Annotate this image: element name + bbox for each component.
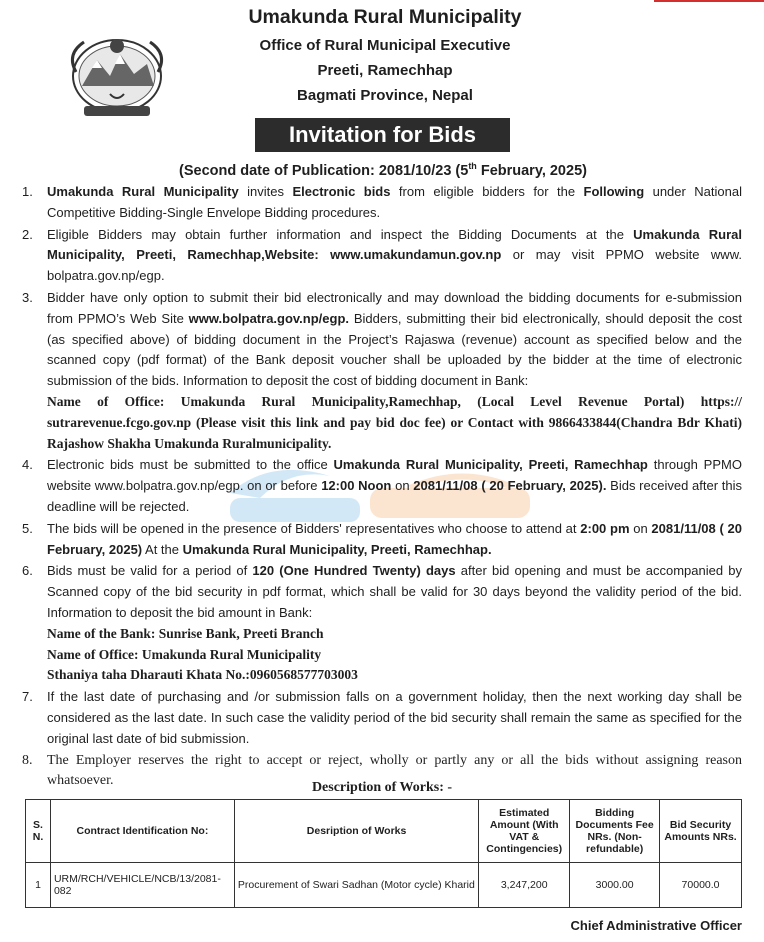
- corner-red-accent: [654, 0, 764, 2]
- table-cell: 3,247,200: [479, 863, 570, 908]
- list-item: 6. Bids must be valid for a period of 120 (One Hundred Twenty) days after bid opening and must be accompanied by Scanned copy of the bid security in pdf format, which shall be valid for 30 days beyond the validity period of the bid. Information to deposit the bid amount in Bank: Name of the Bank: Sunrise Bank, Preeti Branch Name of Office: Umakunda Rural Municipality Sthaniya taha Dharauti Khata No.:0960568577703003: [22, 561, 742, 686]
- publication-date: (Second date of Publication: 2081/10/23 (5th February, 2025): [179, 161, 587, 179]
- list-item: 1. Umakunda Rural Municipality invites Electronic bids from eligible bidders for the Following under National Competitive Bidding-Single Envelope Bidding procedures.: [22, 184, 742, 220]
- table-header-row: [26, 800, 742, 863]
- table-cell: URM/RCH/VEHICLE/NCB/13/2081-082: [50, 863, 234, 908]
- works-section-title: Description of Works: -: [311, 780, 453, 795]
- list-item: 5. The bids will be opened in the presence of Bidders' representatives who choose to attend at 2:00 pm on 2081/11/08 ( 20 February, 2025) At the Umakunda Rural Municipality, Preeti, Ramechhap.: [22, 520, 743, 557]
- list-item: 3. Bidder have only option to submit their bid electronically and may download the bidding documents for e-submission from PPMO’s Web Site www.bolpatra.gov.np/egp. Bidders, submitting their bid electronically, should deposit the cost (as specified above) of bidding document in the Project’s Rajaswa (revenue) account as specified below and the scanned copy (pdf format) of the Bank deposit voucher shall be uploaded by the bidder at the time of electronic submission of the bids. Information to deposit the cost of bidding document in Bank: Name of Office: Umakunda Rural Municipality,Ramechhap, (Local Level Revenue Portal) https:// sutrarevenue.fcgo.gov.np (Please visit this link and pay bid doc fee) or Contact with 9866433844(Chandra Bdr Khati) Rajashow Shakha Umakunda Ruralmunicipality.: [22, 288, 742, 454]
- list-item: 2. Eligible Bidders may obtain further information and inspect the Bidding Documents at the Umakunda Rural Municipality, Preeti, Ramechhap,Website: www.umakundamun.gov.np or may visit PPMO website www. bolpatra.gov.np/egp.: [22, 226, 742, 284]
- column-header: Desription of Works: [234, 800, 478, 863]
- office-account-name: Name of Office: Umakunda Rural Municipality: [47, 646, 322, 662]
- table-cell: Procurement of Swari Sadhan (Motor cycle) Kharid: [234, 863, 478, 908]
- list-item: 8. The Employer reserves the right to accept or reject, wholly or partly any or all the bids without assigning reason whatsoever.: [22, 752, 742, 789]
- table-cell: 3000.00: [570, 863, 660, 908]
- table-cell: 1: [26, 863, 51, 908]
- list-item: 7. If the last date of purchasing and /or submission falls on a government holiday, then the next working day shall be considered as the last date. In such case the validity period of the bid security shall remain the same as specified for the original last date of bid submission.: [22, 689, 742, 746]
- province-country: Bagmati Province, Nepal: [297, 87, 473, 104]
- bid-instructions-list: [22, 182, 742, 792]
- bank-name: Name of the Bank: Sunrise Bank, Preeti Branch: [47, 625, 324, 641]
- column-header: Bid Security Amounts NRs.: [660, 800, 742, 863]
- account-number: Sthaniya taha Dharauti Khata No.:0960568577703003: [47, 667, 358, 683]
- works-table: [25, 799, 742, 908]
- signatory-title: Chief Administrative Officer: [570, 918, 742, 933]
- notice-title-banner: Invitation for Bids: [255, 118, 510, 152]
- table-cell: 70000.0: [660, 863, 742, 908]
- nepal-government-emblem-icon: [62, 24, 172, 124]
- column-header: Bidding Documents Fee NRs. (Non-refundable): [570, 800, 660, 863]
- revenue-portal-info: Name of Office: Umakunda Rural Municipality,Ramechhap, (Local Level Revenue Portal) https:// sutrarevenue.fcgo.gov.np (Please visit this link and pay bid doc fee) or Contact with 9866433844(Chandra Bdr Khati) Rajashow Shakha Umakunda Ruralmunicipality.: [47, 393, 742, 451]
- municipality-title: Umakunda Rural Municipality: [248, 6, 522, 28]
- office-location: Preeti, Ramechhap: [317, 62, 453, 79]
- office-name: Office of Rural Municipal Executive: [259, 37, 511, 54]
- column-header: S. N.: [26, 800, 51, 863]
- list-item: 4. Electronic bids must be submitted to the office Umakunda Rural Municipality, Preeti, Ramechhap through PPMO website www.bolpatra.gov.np/egp. on or before 12:00 Noon on 2081/11/08 ( 20 February, 2025). Bids received after this deadline will be rejected.: [22, 457, 742, 514]
- column-header: Estimated Amount (With VAT & Contingencies): [479, 800, 570, 863]
- table-row: [26, 863, 742, 908]
- column-header: Contract Identification No:: [50, 800, 234, 863]
